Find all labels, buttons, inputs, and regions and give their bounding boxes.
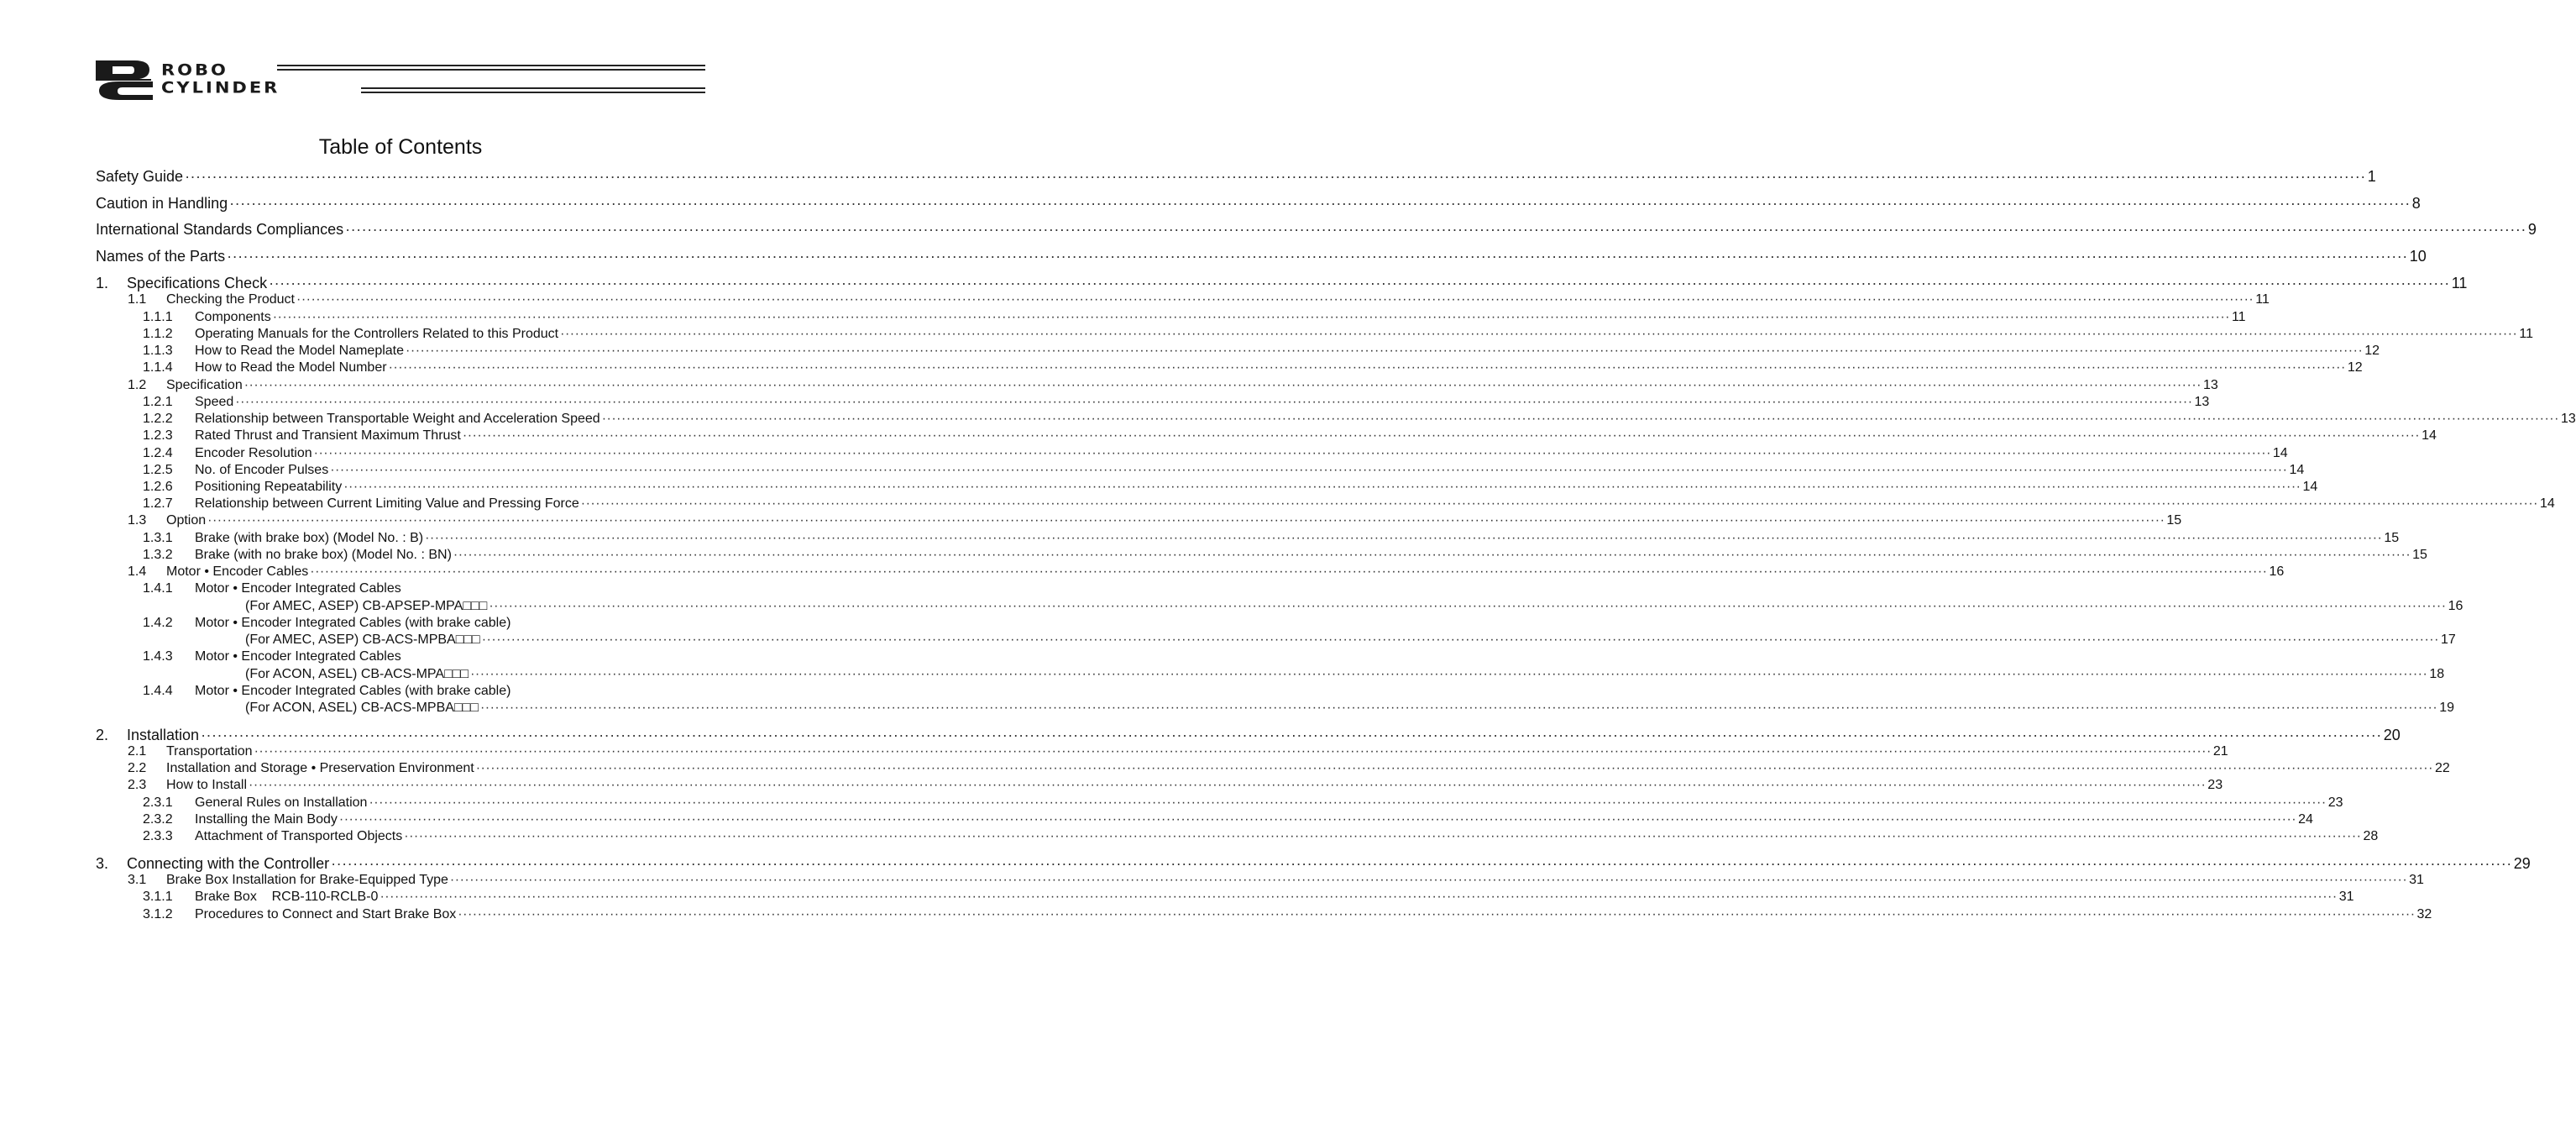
toc-entry[interactable] xyxy=(143,462,2305,479)
toc-dot-leader: ················································································································································································································································································································································································································ xyxy=(207,513,2165,528)
toc-entry-label: Specification xyxy=(166,378,243,392)
toc-entry[interactable] xyxy=(143,906,2432,923)
toc-entry[interactable] xyxy=(128,743,2228,760)
toc-entry-label: Brake (with brake box) (Model No. : B) xyxy=(195,531,424,545)
toc-entry-label: International Standards Compliances xyxy=(96,221,344,238)
toc-entry-label: Motor • Encoder Integrated Cables xyxy=(195,581,401,596)
toc-entry[interactable] xyxy=(143,580,401,597)
toc-dot-leader: ················································································································································································································································································································································································································ xyxy=(243,378,2202,392)
toc-entry[interactable] xyxy=(128,377,2218,394)
toc-entry-label: Brake Box RCB-110-RCLB-0 xyxy=(195,890,379,904)
toc-entry-label: Checking the Product xyxy=(166,292,295,307)
logo-rule-bottom xyxy=(361,87,705,93)
toc-dot-leader: ················································································································································································································································································································································································································ xyxy=(296,292,2254,307)
toc-entry-label: How to Install xyxy=(166,778,248,792)
toc-entry-page: 11 xyxy=(2231,310,2246,324)
toc-entry-number: 3.1 xyxy=(128,873,147,887)
toc-dot-leader: ················································································································································································································································································································································································································ xyxy=(475,761,2433,775)
toc-entry[interactable] xyxy=(143,615,510,632)
toc-entry-label: Components xyxy=(195,310,271,324)
toc-entry[interactable] xyxy=(96,167,2376,186)
toc-entry-label: Specifications Check xyxy=(127,275,268,291)
toc-entry[interactable] xyxy=(245,700,2454,717)
toc-entry[interactable] xyxy=(128,291,2270,308)
toc-dot-leader: ················································································································································································································································································································································································································ xyxy=(388,360,2346,375)
toc-entry[interactable] xyxy=(143,828,2379,845)
toc-entry-page: 16 xyxy=(2448,599,2463,613)
toc-dot-leader: ················································································································································································································································································································································································································ xyxy=(269,275,2450,291)
toc-entry-page: 9 xyxy=(2527,221,2537,238)
toc-entry-page: 10 xyxy=(2409,248,2427,265)
toc-entry-page: 13 xyxy=(2202,378,2218,392)
toc-entry-page: 23 xyxy=(2207,778,2223,792)
toc-entry-page: 13 xyxy=(2194,395,2210,409)
toc-entry-number: 1.4 xyxy=(128,564,147,579)
toc-entry[interactable] xyxy=(96,726,2401,744)
toc-entry[interactable] xyxy=(245,666,2445,683)
toc-entry[interactable] xyxy=(96,274,2468,292)
toc-entry-label: (For ACON, ASEL) CB-ACS-MPA□□□ xyxy=(245,667,469,681)
toc-entry[interactable] xyxy=(245,632,2456,648)
toc-dot-leader: ················································································································································································································································································································································································································ xyxy=(380,890,2338,904)
toc-entry-page: 29 xyxy=(2513,855,2531,872)
toc-entry[interactable] xyxy=(143,411,2576,428)
toc-entry-number: 1.3 xyxy=(128,513,147,528)
toc-entry-page: 21 xyxy=(2212,744,2228,759)
toc-entry[interactable] xyxy=(143,394,2210,411)
toc-entry-number: 1.2.3 xyxy=(143,428,173,443)
toc-entry[interactable] xyxy=(128,564,2285,580)
toc-entry-label: Speed xyxy=(195,395,234,409)
toc-entry-label: Relationship between Transportable Weight and Acceleration Speed xyxy=(195,412,600,426)
toc-dot-leader: ················································································································································································································································································································································································································ xyxy=(331,855,2512,872)
toc-dot-leader: ················································································································································································································································································································································································································ xyxy=(369,795,2327,810)
toc-entry-number: 1.1.1 xyxy=(143,310,173,324)
toc-entry-label: Option xyxy=(166,513,207,528)
toc-entry-label: Motor • Encoder Integrated Cables (with brake cable) xyxy=(195,616,511,630)
toc-dot-leader: ················································································································································································································································································································································································································ xyxy=(254,744,2212,759)
toc-entry-number: 1.3.1 xyxy=(143,531,173,545)
toc-entry-page: 22 xyxy=(2434,761,2450,775)
toc-entry-label: Installation and Storage • Preservation Environment xyxy=(166,761,474,775)
toc-entry[interactable] xyxy=(96,194,2421,213)
toc-entry-page: 31 xyxy=(2338,890,2354,904)
toc-entry[interactable] xyxy=(143,428,2437,444)
toc-entry-label: Relationship between Current Limiting Value and Pressing Force xyxy=(195,496,579,511)
toc-entry-page: 12 xyxy=(2364,344,2380,358)
toc-dot-leader: ················································································································································································································································································································································································································ xyxy=(453,548,2411,562)
toc-entry-label: Encoder Resolution xyxy=(195,446,312,460)
toc-entry-label: Transportation xyxy=(166,744,253,759)
toc-dot-leader: ················································································································································································································································································································································································································ xyxy=(425,531,2383,545)
toc-entry-number: 1.1.4 xyxy=(143,360,173,375)
toc-dot-leader: ················································································································································································································································································································································································································ xyxy=(481,633,2439,647)
toc-entry[interactable] xyxy=(128,872,2424,889)
logo-text-robo: ROBO xyxy=(161,60,228,79)
toc-entry-page: 24 xyxy=(2298,812,2313,827)
toc-entry-label: Installation xyxy=(127,727,200,743)
toc-entry-page: 19 xyxy=(2439,701,2454,715)
toc-entry-number: 1.2.4 xyxy=(143,446,173,460)
toc-entry-page: 1 xyxy=(2367,168,2376,185)
toc-dot-leader: ················································································································································································································································································································································································································ xyxy=(406,344,2364,358)
toc-entry-number: 1.1 xyxy=(128,292,147,307)
toc-dot-leader: ················································································································································································································································································································································································································ xyxy=(338,812,2297,827)
toc-entry-page: 15 xyxy=(2166,513,2182,528)
toc-entry-page: 13 xyxy=(2560,412,2576,426)
toc-dot-leader: ················································································································································································································································································································································································································ xyxy=(330,463,2288,477)
toc-entry-label: Brake Box Installation for Brake-Equipped Type xyxy=(166,873,448,887)
toc-entry-label: Procedures to Connect and Start Brake Box xyxy=(195,907,457,921)
toc-entry-number: 3.1.2 xyxy=(143,907,173,921)
toc-entry[interactable] xyxy=(143,479,2318,496)
toc-entry-label: Safety Guide xyxy=(96,168,184,185)
toc-entry-label: General Rules on Installation xyxy=(195,795,368,810)
toc-entry-number: 2.2 xyxy=(128,761,147,775)
toc-entry-number: 1.2.2 xyxy=(143,412,173,426)
toc-entry-label: (For AMEC, ASEP) CB-APSEP-MPA□□□ xyxy=(245,599,488,613)
page-title: Table of Contents xyxy=(318,135,483,159)
toc-entry-page: 20 xyxy=(2383,727,2401,743)
toc-entry-page: 11 xyxy=(2451,275,2468,291)
toc-dot-leader: ················································································································································································································································································································································································································ xyxy=(227,248,2408,265)
toc-entry-number: 1.1.2 xyxy=(143,327,173,341)
toc-entry-label: Positioning Repeatability xyxy=(195,480,343,494)
toc-entry-page: 12 xyxy=(2347,360,2363,375)
toc-entry-page: 14 xyxy=(2539,496,2555,511)
toc-entry-page: 14 xyxy=(2302,480,2318,494)
toc-entry[interactable] xyxy=(128,512,2182,529)
toc-entry-number: 1.2 xyxy=(128,378,147,392)
toc-entry-label: (For ACON, ASEL) CB-ACS-MPBA□□□ xyxy=(245,701,479,715)
toc-entry-label: Brake (with no brake box) (Model No. : BN) xyxy=(195,548,452,562)
toc-dot-leader: ················································································································································································································································································································································································································ xyxy=(310,564,2268,579)
toc-entry[interactable] xyxy=(128,777,2223,794)
toc-entry-label: Names of the Parts xyxy=(96,248,226,265)
toc-entry[interactable] xyxy=(143,326,2533,343)
toc-entry[interactable] xyxy=(143,343,2380,360)
toc-entry-label: Motor • Encoder Integrated Cables (with brake cable) xyxy=(195,684,511,698)
logo-text-cylinder: CYLINDER xyxy=(161,78,280,97)
toc-dot-leader: ················································································································································································································································································································································································································ xyxy=(249,778,2207,792)
toc-entry-label: Rated Thrust and Transient Maximum Thrust xyxy=(195,428,461,443)
toc-entry-page: 14 xyxy=(2289,463,2305,477)
toc-entry-number: 1.2.5 xyxy=(143,463,173,477)
toc-dot-leader: ················································································································································································································································································································································································································ xyxy=(449,873,2408,887)
toc-dot-leader: ················································································································································································································································································································································································································ xyxy=(462,428,2421,443)
toc-entry[interactable] xyxy=(143,795,2343,811)
toc-dot-leader: ················································································································································································································································································································································································································ xyxy=(272,310,2230,324)
toc-dot-leader: ················································································································································································································································································································································································································ xyxy=(185,168,2366,185)
toc-entry-label: Attachment of Transported Objects xyxy=(195,829,403,843)
toc-dot-leader: ················································································································································································································································································································································································································ xyxy=(560,327,2518,341)
toc-dot-leader: ················································································································································································································································································································································································································ xyxy=(489,599,2447,613)
toc-entry-page: 8 xyxy=(2411,195,2421,212)
toc-entry-page: 11 xyxy=(2255,292,2270,307)
logo-rule-top xyxy=(277,65,705,71)
toc-entry[interactable] xyxy=(143,683,510,700)
toc-entry-page: 18 xyxy=(2429,667,2445,681)
toc-entry[interactable] xyxy=(96,854,2531,873)
toc-entry-page: 17 xyxy=(2440,633,2456,647)
toc-entry[interactable] xyxy=(143,309,2246,326)
toc-dot-leader: ················································································································································································································································································································································································································ xyxy=(229,195,2411,212)
toc-entry-number: 1.4.4 xyxy=(143,684,173,698)
toc-entry-label: No. of Encoder Pulses xyxy=(195,463,329,477)
toc-entry[interactable] xyxy=(143,547,2427,564)
toc-entry-page: 32 xyxy=(2416,907,2432,921)
toc-entry-page: 23 xyxy=(2327,795,2343,810)
toc-dot-leader: ················································································································································································································································································································································································································ xyxy=(201,727,2382,743)
toc-entry-label: Connecting with the Controller xyxy=(127,855,330,872)
toc-entry-number: 1. xyxy=(96,275,109,291)
toc-entry-number: 2.1 xyxy=(128,744,147,759)
toc-entry-page: 31 xyxy=(2409,873,2424,887)
toc-entry[interactable] xyxy=(143,648,401,665)
toc-dot-leader: ················································································································································································································································································································································································································ xyxy=(235,395,2193,409)
toc-entry-number: 1.3.2 xyxy=(143,548,173,562)
toc-entry-number: 1.2.7 xyxy=(143,496,173,511)
toc-entry[interactable] xyxy=(143,811,2313,828)
toc-entry-number: 1.4.3 xyxy=(143,649,173,664)
toc-entry-page: 15 xyxy=(2384,531,2400,545)
toc-dot-leader: ················································································································································································································································································································································································································ xyxy=(580,496,2538,511)
toc-entry-page: 14 xyxy=(2422,428,2437,443)
toc-entry-number: 1.4.2 xyxy=(143,616,173,630)
toc-entry[interactable] xyxy=(128,760,2450,777)
toc-dot-leader: ················································································································································································································································································································································································································ xyxy=(458,907,2416,921)
toc-dot-leader: ················································································································································································································································································································································································································ xyxy=(601,412,2559,426)
toc-dot-leader: ················································································································································································································································································································································································································ xyxy=(479,701,2438,715)
toc-entry-number: 1.1.3 xyxy=(143,344,173,358)
toc-entry[interactable] xyxy=(96,247,2427,265)
toc-entry[interactable] xyxy=(143,530,2400,547)
toc-entry[interactable] xyxy=(143,360,2363,376)
toc-dot-leader: ················································································································································································································································································································································································································ xyxy=(470,667,2428,681)
toc-entry-label: Installing the Main Body xyxy=(195,812,338,827)
toc-entry-number: 1.2.1 xyxy=(143,395,173,409)
toc-entry-number: 2.3.1 xyxy=(143,795,173,810)
toc-dot-leader: ················································································································································································································································································································································································································ xyxy=(404,829,2362,843)
toc-entry[interactable] xyxy=(143,889,2354,906)
toc-entry-page: 16 xyxy=(2269,564,2285,579)
toc-entry-label: (For AMEC, ASEP) CB-ACS-MPBA□□□ xyxy=(245,633,480,647)
toc-entry[interactable] xyxy=(143,445,2288,462)
toc-entry[interactable] xyxy=(96,220,2537,239)
toc-entry-number: 3. xyxy=(96,855,109,872)
toc-entry-label: Motor • Encoder Integrated Cables xyxy=(195,649,401,664)
toc-entry-number: 2.3 xyxy=(128,778,147,792)
toc-entry-number: 1.2.6 xyxy=(143,480,173,494)
toc-entry-label: Operating Manuals for the Controllers Related to this Product xyxy=(195,327,559,341)
toc-entry-label: How to Read the Model Number xyxy=(195,360,387,375)
toc-entry[interactable] xyxy=(245,598,2463,615)
toc-entry[interactable] xyxy=(143,496,2555,512)
toc-entry-page: 28 xyxy=(2363,829,2379,843)
toc-entry-number: 3.1.1 xyxy=(143,890,173,904)
toc-entry-label: Motor • Encoder Cables xyxy=(166,564,309,579)
toc-entry-number: 2. xyxy=(96,727,109,743)
toc-entry-page: 11 xyxy=(2519,327,2533,341)
toc-entry-page: 15 xyxy=(2412,548,2427,562)
toc-entry-page: 14 xyxy=(2272,446,2288,460)
toc-entry-label: How to Read the Model Nameplate xyxy=(195,344,405,358)
robo-cylinder-logo xyxy=(94,59,707,101)
toc-dot-leader: ················································································································································································································································································································································································································ xyxy=(343,480,2301,494)
toc-entry-number: 2.3.2 xyxy=(143,812,173,827)
toc-dot-leader: ················································································································································································································································································································································································································ xyxy=(313,446,2271,460)
rc-logo-mark-icon xyxy=(94,59,154,101)
toc-entry-number: 1.4.1 xyxy=(143,581,173,596)
toc-entry-label: Caution in Handling xyxy=(96,195,228,212)
toc-entry-number: 2.3.3 xyxy=(143,829,173,843)
toc-dot-leader: ················································································································································································································································································································································································································ xyxy=(345,221,2526,238)
